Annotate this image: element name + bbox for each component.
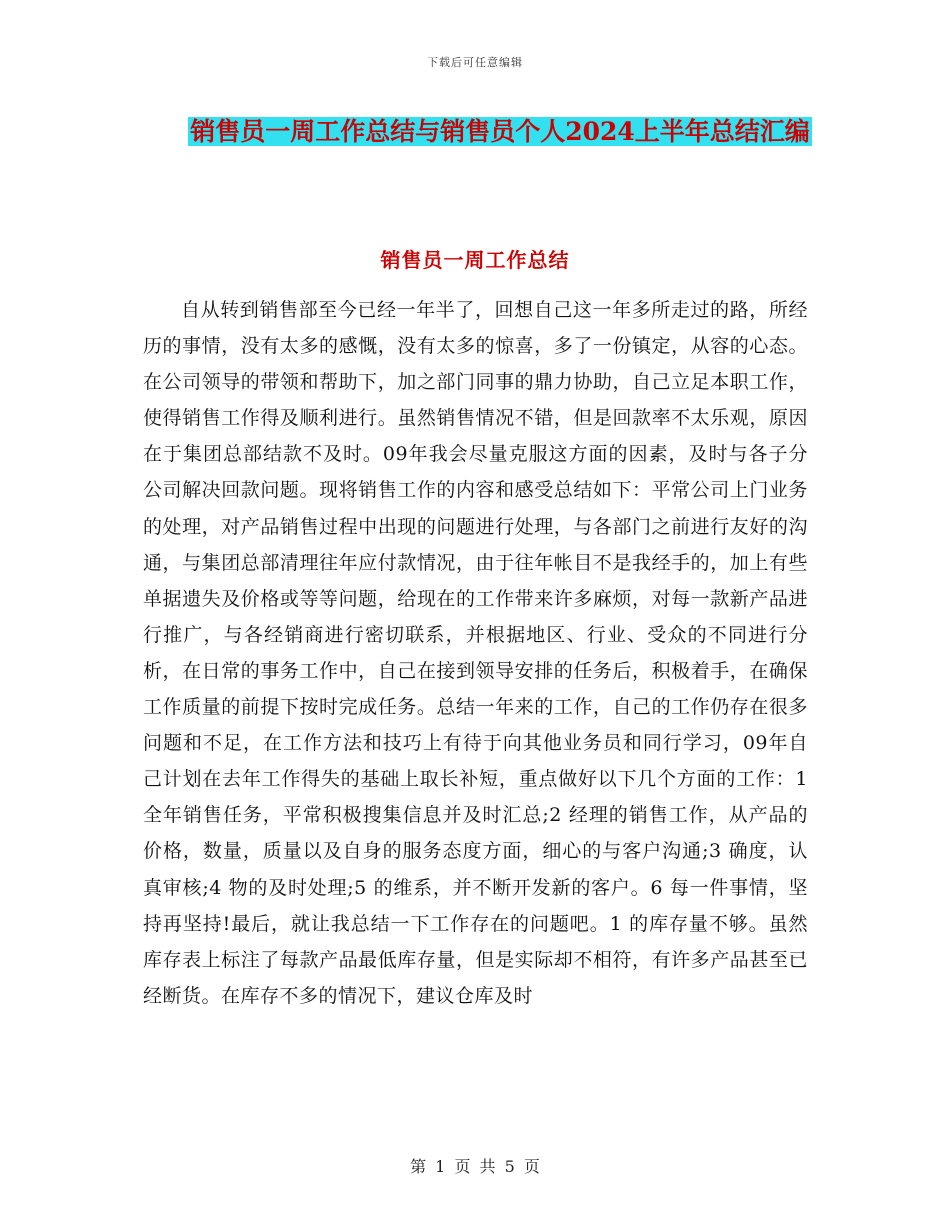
page-number-footer: 第 1 页 共 5 页 (410, 1157, 540, 1176)
document-title (140, 108, 860, 156)
header-note: 下载后可任意编辑 (427, 56, 523, 69)
section-heading: 销售员一周工作总结 (380, 248, 570, 272)
body-paragraph: 自从转到销售部至今已经一年半了，回想自己这一年多所走过的路，所经历的事情，没有太多的感慨，没有太多的惊喜，多了一份镇定，从容的心态。在公司领导的带领和帮助下，加之部门同事的鼎力协助，自己立足本职工作，使得销售工作得及顺利进行。虽然销售情况不错，但是回款率不太乐观，原因在于集团总部结款不及时。09年我会尽量克服这方面的因素，及时与各子分公司解决回款问题。现将销售工作的内容和感受总结如下：平常公司上门业务的处理，对产品销售过程中出现的问题进行处理，与各部门之前进行友好的沟通，与集团总部清理往年应付款情况，由于往年帐目不是我经手的，加上有些单据遗失及价格或等等问题，给现在的工作带来许多麻烦，对每一款新产品进行推广，与各经销商进行密切联系，并根据地区、行业、受众的不同进行分析，在日常的事务工作中，自己在接到领导安排的任务后，积极着手，在确保工作质量的前提下按时完成任务。总结一年来的工作，自己的工作仍存在很多问题和不足，在工作方法和技巧上有待于向其他业务员和同行学习，09年自己计划在去年工作得失的基础上取长补短，重点做好以下几个方面的工作：1 全年销售任务，平常积极搜集信息并及时汇总;2 经理的销售工作，从产品的价格，数量，质量以及自身的服务态度方面，细心的与客户沟通;3 确度，认真审核;4 物的及时处理;5 的维系，并不断开发新的客户。6 每一件事情，坚持再坚持!最后，就让我总结一下工作存在的问题吧。1 的库存量不够。虽然库存表上标注了每款产品最低库存量，但是实际却不相符，有许多产品甚至已经断货。在库存不多的情况下，建议仓库及时 (143, 299, 808, 1007)
document-title-text: 销售员一周工作总结与销售员个人2024上半年总结汇编 (190, 117, 810, 146)
